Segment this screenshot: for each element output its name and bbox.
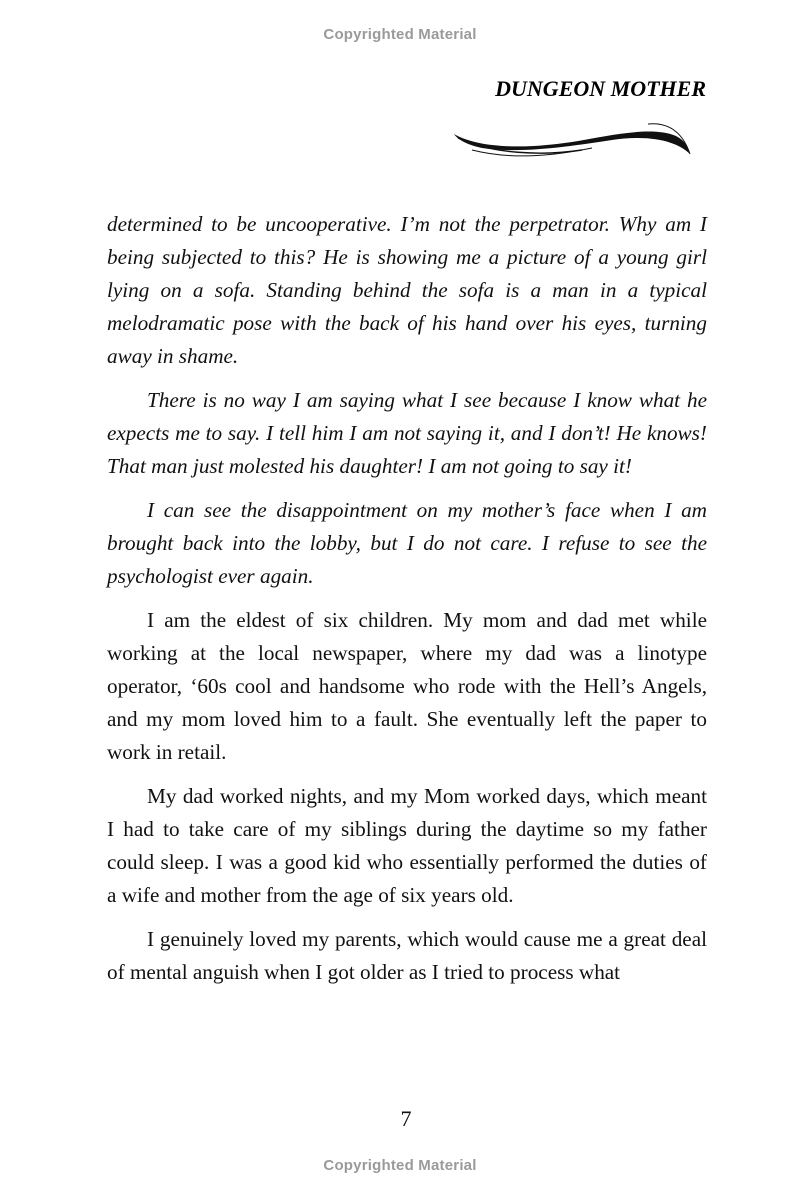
copyright-watermark-top: Copyrighted Material bbox=[323, 26, 477, 43]
page-number: 7 bbox=[400, 1106, 412, 1131]
swoosh-ornament-icon bbox=[452, 120, 692, 162]
paragraph: I genuinely loved my parents, which would cause me a great deal of mental anguish when I got older as I tried to process what bbox=[107, 927, 707, 984]
paragraph: My dad worked nights, and my Mom worked days, which meant I had to take care of my siblings during the daytime so my father could sleep. I was a good kid who essentially performed the duties of a wife and mother from the age of six years old. bbox=[107, 784, 707, 907]
paragraph: I can see the disappointment on my mother’s face when I am brought back into the lobby, but I do not care. I refuse to see the psychologist ever again. bbox=[107, 498, 707, 588]
paragraph: determined to be uncooperative. I’m not the perpetrator. Why am I being subjected to this? He is showing me a picture of a young girl lying on a sofa. Standing behind the sofa is a man in a typical melodramatic pose with the back of his hand over his eyes, turning away in shame. bbox=[107, 212, 707, 368]
body-text bbox=[107, 208, 707, 1000]
paragraph: I am the eldest of six children. My mom and dad met while working at the local newspaper, where my dad was a linotype operator, ‘60s cool and handsome who rode with the Hell’s Angels, and my mom loved him to a fault. She eventually left the paper to work in retail. bbox=[107, 608, 707, 764]
copyright-watermark-bottom: Copyrighted Material bbox=[323, 1157, 477, 1174]
paragraph: There is no way I am saying what I see because I know what he expects me to say. I tell him I am not saying it, and I don’t! He knows! That man just molested his daughter! I am not going to say it! bbox=[107, 388, 707, 478]
running-header-title: DUNGEON MOTHER bbox=[495, 76, 706, 101]
